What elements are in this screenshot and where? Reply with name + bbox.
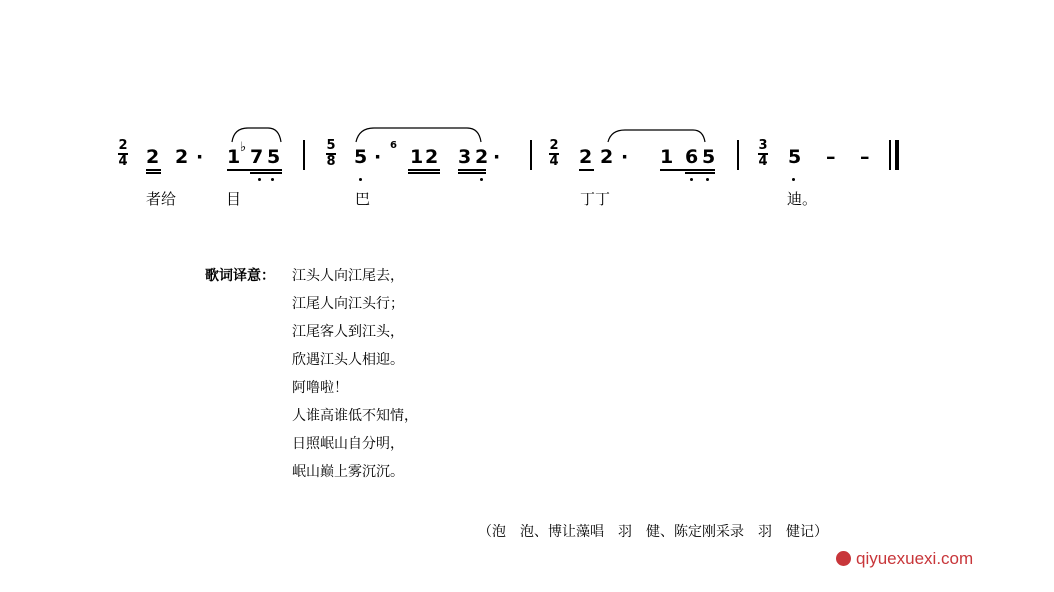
note: 2 — [475, 146, 489, 168]
note: 2 — [175, 146, 189, 168]
time-signature-2-4-b: 2 4 — [549, 138, 559, 169]
watermark-logo-icon — [836, 551, 851, 566]
note: 5 — [788, 146, 802, 168]
lyric: 丁丁 — [580, 190, 611, 208]
augmentation-dot: · — [374, 146, 382, 168]
note: 3 — [458, 146, 472, 168]
time-signature-3-4: 3 4 — [758, 138, 768, 169]
note: 1 — [227, 146, 241, 168]
note: 2 — [146, 146, 160, 168]
translation-line: 欣遇江头人相迎。 — [292, 352, 404, 368]
translation-line: 人谁高谁低不知情， — [292, 408, 418, 424]
note: 6 — [685, 146, 699, 168]
translation-line: 江尾人向江头行； — [292, 296, 404, 312]
lyric: 者给 — [146, 190, 177, 208]
augmentation-dot: · — [621, 146, 629, 168]
flat-sign: ♭ — [240, 140, 247, 155]
watermark-text: qiyuexuexi.com — [856, 549, 974, 568]
translation-line: 江头人向江尾去， — [292, 268, 404, 284]
note: 2 — [425, 146, 439, 168]
lyric: 巴 — [355, 190, 371, 208]
grace-note: 6 — [390, 140, 397, 151]
lyric: 目 — [226, 190, 242, 208]
note: 5 — [702, 146, 716, 168]
lyric: 迪。 — [787, 190, 818, 208]
note: 2 — [579, 146, 593, 168]
translation-line: 日照岷山自分明， — [292, 436, 404, 452]
translation-line: 岷山巅上雾沉沉。 — [292, 464, 404, 480]
credit-line: （泡 泡、博让藻唱 羽 健、陈定刚采录 羽 健记） — [478, 524, 828, 540]
extension-dash: – — [826, 146, 836, 168]
note: 2 — [600, 146, 614, 168]
note: 5 — [354, 146, 368, 168]
note: 1 — [410, 146, 424, 168]
time-signature-2-4: 2 4 — [118, 138, 128, 169]
augmentation-dot: · — [196, 146, 204, 168]
note: 7 — [250, 146, 264, 168]
time-signature-5-8: 5 8 — [326, 138, 336, 169]
augmentation-dot: · — [493, 146, 501, 168]
translation-line: 阿噜啦！ — [292, 380, 348, 396]
extension-dash: – — [860, 146, 870, 168]
note: 1 — [660, 146, 674, 168]
note: 5 — [267, 146, 281, 168]
translation-line: 江尾客人到江头， — [292, 324, 404, 340]
translation-label: 歌词译意： — [205, 268, 275, 284]
